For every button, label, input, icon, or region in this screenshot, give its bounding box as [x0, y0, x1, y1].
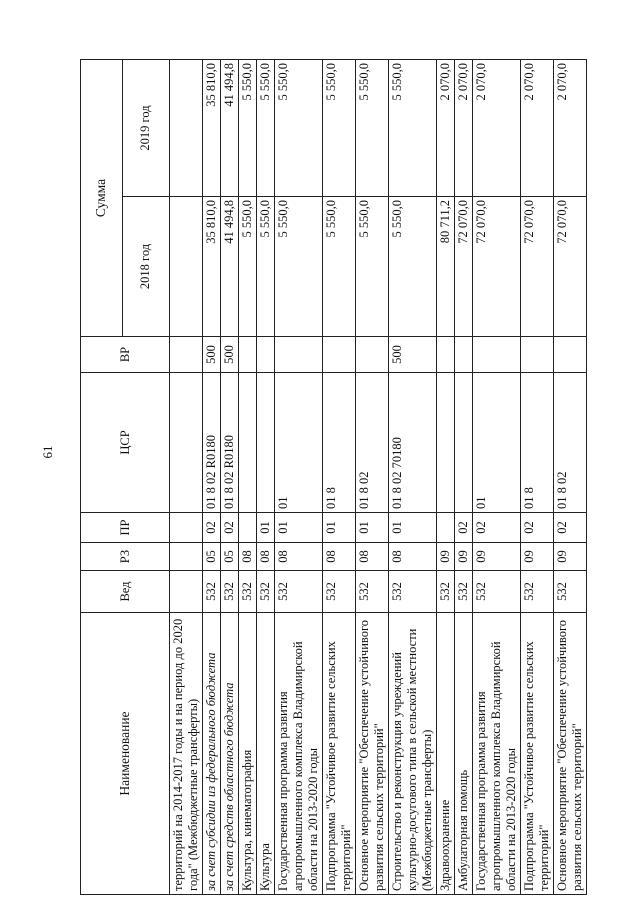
cell-vr [323, 337, 356, 373]
cell-name: Культура, кинематография [239, 613, 257, 895]
cell-sum-2019 [170, 59, 203, 196]
cell-pr: 02 [554, 513, 587, 543]
cell-ved: 532 [356, 571, 389, 613]
cell-pr: 02 [221, 513, 239, 543]
budget-table [80, 59, 587, 895]
rotated-budget-table [80, 60, 600, 895]
header-ved: Вед [81, 571, 170, 613]
cell-vr [473, 337, 521, 373]
cell-pr: 02 [521, 513, 554, 543]
cell-vr [239, 337, 257, 373]
cell-pr: 01 [356, 513, 389, 543]
cell-name: Амбулаторная помощь [455, 613, 473, 895]
table-row [170, 59, 203, 894]
table-row [455, 59, 473, 894]
cell-csr [239, 373, 257, 513]
cell-ved: 532 [521, 571, 554, 613]
cell-name: Здравоохранение [437, 613, 455, 895]
cell-ved [170, 571, 203, 613]
cell-pr: 01 [389, 513, 437, 543]
cell-csr: 01 8 02 [356, 373, 389, 513]
cell-sum-2019: 2 070,0 [437, 59, 455, 196]
cell-csr: 01 8 [323, 373, 356, 513]
cell-vr [170, 337, 203, 373]
cell-sum-2018: 41 494,8 [221, 197, 239, 337]
cell-ved: 532 [257, 571, 275, 613]
cell-name: Строительство и реконструкция учреждений культурно-досугового типа в сельской местности (Межбюджетные трансферты) [389, 613, 437, 895]
cell-sum-2018: 5 550,0 [257, 197, 275, 337]
table-row [203, 59, 221, 894]
table-row [221, 59, 239, 894]
cell-sum-2019: 41 494,8 [221, 59, 239, 196]
cell-vr: 500 [389, 337, 437, 373]
cell-rz: 08 [257, 543, 275, 571]
cell-csr [257, 373, 275, 513]
cell-sum-2019: 5 550,0 [239, 59, 257, 196]
cell-ved: 532 [473, 571, 521, 613]
cell-sum-2018: 72 070,0 [455, 197, 473, 337]
table-row [389, 59, 437, 894]
cell-sum-2019: 2 070,0 [473, 59, 521, 196]
header-year-2019: 2019 год [122, 59, 169, 196]
header-rz: РЗ [81, 543, 170, 571]
cell-ved: 532 [221, 571, 239, 613]
cell-rz: 09 [437, 543, 455, 571]
table-row [257, 59, 275, 894]
table-row [275, 59, 323, 894]
cell-rz: 08 [389, 543, 437, 571]
cell-csr: 01 8 [521, 373, 554, 513]
cell-vr [275, 337, 323, 373]
cell-name: Основное мероприятие "Обеспечение устойчивого развития сельских территорий" [554, 613, 587, 895]
cell-name: Государственная программа развития агропромышленного комплекса Владимирской области на 2013-2020 годы [275, 613, 323, 895]
cell-sum-2018: 72 070,0 [521, 197, 554, 337]
cell-rz: 09 [521, 543, 554, 571]
cell-sum-2018: 5 550,0 [275, 197, 323, 337]
table-row [437, 59, 455, 894]
cell-rz: 05 [203, 543, 221, 571]
cell-vr [554, 337, 587, 373]
cell-rz: 08 [239, 543, 257, 571]
cell-name: Государственная программа развития агропромышленного комплекса Владимирской области на 2013-2020 годы [473, 613, 521, 895]
cell-sum-2019: 5 550,0 [389, 59, 437, 196]
cell-sum-2018: 5 550,0 [239, 197, 257, 337]
cell-ved: 532 [275, 571, 323, 613]
cell-rz: 08 [356, 543, 389, 571]
cell-csr: 01 8 02 70180 [389, 373, 437, 513]
cell-vr [437, 337, 455, 373]
cell-pr: 01 [257, 513, 275, 543]
cell-sum-2018: 5 550,0 [323, 197, 356, 337]
table-row [521, 59, 554, 894]
cell-pr: 02 [455, 513, 473, 543]
table-row [323, 59, 356, 894]
cell-sum-2019: 5 550,0 [356, 59, 389, 196]
cell-pr: 02 [203, 513, 221, 543]
cell-vr: 500 [203, 337, 221, 373]
cell-sum-2018: 72 070,0 [473, 197, 521, 337]
cell-ved: 532 [239, 571, 257, 613]
cell-rz: 09 [473, 543, 521, 571]
cell-ved: 532 [455, 571, 473, 613]
table-row [239, 59, 257, 894]
cell-sum-2019: 2 070,0 [455, 59, 473, 196]
cell-sum-2019: 2 070,0 [521, 59, 554, 196]
header-vr: ВР [81, 337, 170, 373]
table-row [473, 59, 521, 894]
cell-csr: 01 [275, 373, 323, 513]
cell-ved: 532 [389, 571, 437, 613]
header-name: Наименование [81, 613, 170, 895]
cell-ved: 532 [437, 571, 455, 613]
cell-name: Культура [257, 613, 275, 895]
header-csr: ЦСР [81, 373, 170, 513]
cell-vr: 500 [221, 337, 239, 373]
table-row [554, 59, 587, 894]
cell-vr [257, 337, 275, 373]
cell-name: территорий на 2014-2017 годы и на период до 2020 года" (Межбюджетные трансферты) [170, 613, 203, 895]
cell-pr [239, 513, 257, 543]
header-pr: ПР [81, 513, 170, 543]
cell-csr: 01 8 02 R0180 [203, 373, 221, 513]
header-year-2018: 2018 год [122, 197, 169, 337]
cell-name: Подпрограмма "Устойчивое развитие сельских территорий" [323, 613, 356, 895]
cell-sum-2019: 2 070,0 [554, 59, 587, 196]
cell-vr [521, 337, 554, 373]
cell-pr [170, 513, 203, 543]
cell-sum-2019: 5 550,0 [275, 59, 323, 196]
cell-pr: 02 [473, 513, 521, 543]
cell-vr [356, 337, 389, 373]
cell-csr [437, 373, 455, 513]
header-sum: Сумма [81, 59, 123, 336]
table-row [356, 59, 389, 894]
cell-pr [437, 513, 455, 543]
cell-name: за счет средств областного бюджета [221, 613, 239, 895]
cell-csr: 01 8 02 [554, 373, 587, 513]
cell-sum-2018: 5 550,0 [356, 197, 389, 337]
cell-sum-2019: 35 810,0 [203, 59, 221, 196]
cell-pr: 01 [323, 513, 356, 543]
cell-vr [455, 337, 473, 373]
cell-name: Основное мероприятие "Обеспечение устойчивого развития сельских территорий" [356, 613, 389, 895]
cell-rz: 08 [323, 543, 356, 571]
cell-ved: 532 [554, 571, 587, 613]
page-number: 61 [40, 445, 55, 459]
cell-csr: 01 8 02 R0180 [221, 373, 239, 513]
cell-csr [170, 373, 203, 513]
cell-csr [455, 373, 473, 513]
table-body [170, 59, 587, 894]
cell-sum-2018: 5 550,0 [389, 197, 437, 337]
cell-rz: 08 [275, 543, 323, 571]
cell-sum-2018: 72 070,0 [554, 197, 587, 337]
cell-ved: 532 [203, 571, 221, 613]
cell-rz: 09 [554, 543, 587, 571]
cell-rz [170, 543, 203, 571]
cell-rz: 09 [455, 543, 473, 571]
cell-pr: 01 [275, 513, 323, 543]
cell-sum-2019: 5 550,0 [257, 59, 275, 196]
cell-sum-2018: 35 810,0 [203, 197, 221, 337]
cell-sum-2018 [170, 197, 203, 337]
cell-name: Подпрограмма "Устойчивое развитие сельских территорий" [521, 613, 554, 895]
cell-csr: 01 [473, 373, 521, 513]
cell-sum-2018: 80 711,2 [437, 197, 455, 337]
cell-name: за счет субсидии из федерального бюджета [203, 613, 221, 895]
cell-ved: 532 [323, 571, 356, 613]
cell-sum-2019: 5 550,0 [323, 59, 356, 196]
cell-rz: 05 [221, 543, 239, 571]
